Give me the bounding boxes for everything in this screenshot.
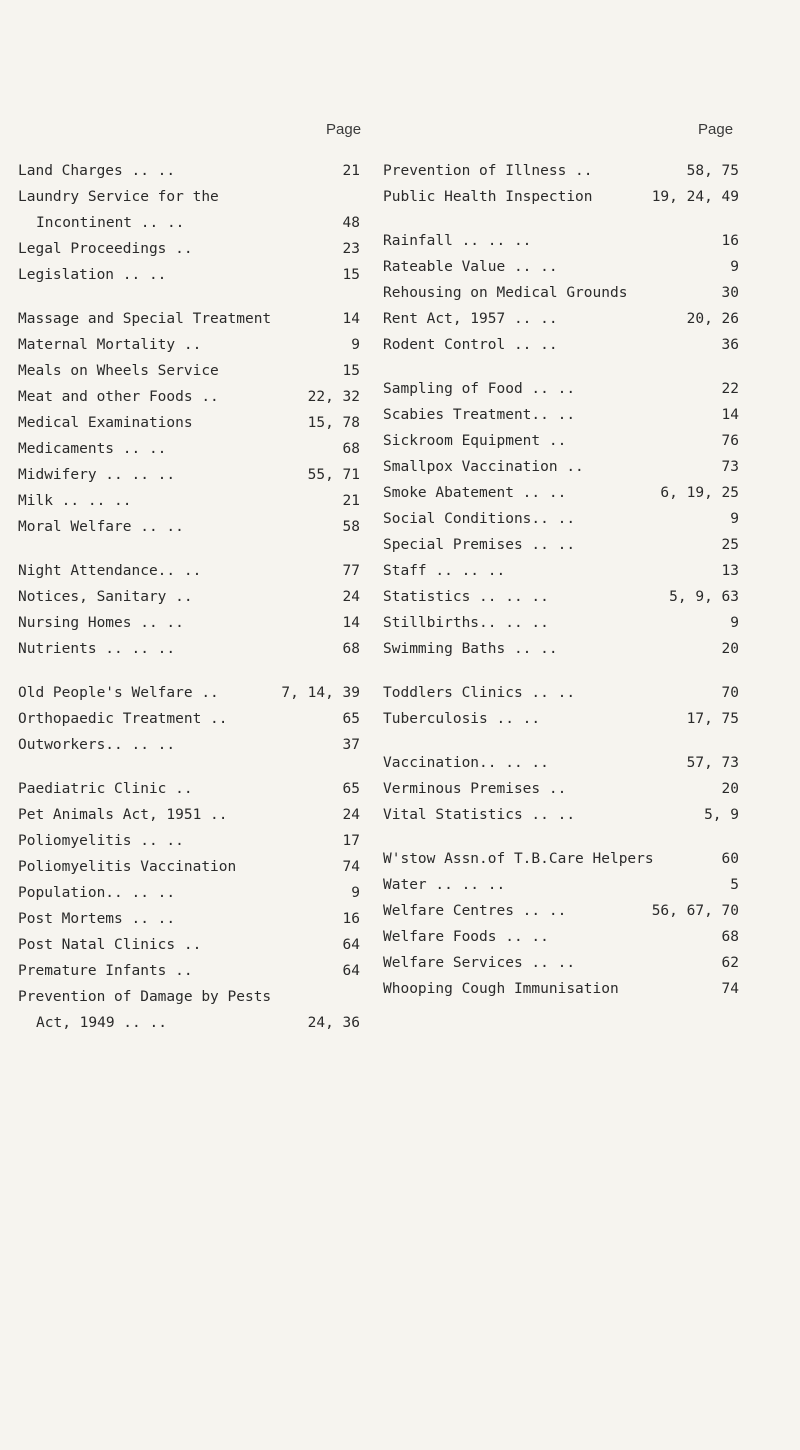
- index-entry-pages: 16: [721, 233, 739, 249]
- index-entry-pages: 70: [721, 685, 739, 701]
- index-entry-text: Nutrients .. .. ..: [18, 641, 176, 657]
- index-entry-pages: 64: [342, 963, 360, 979]
- index-entry-text: Smallpox Vaccination ..: [383, 459, 584, 475]
- index-entry-text: Vital Statistics .. ..: [383, 807, 576, 823]
- index-entry-pages: 5, 9, 63: [669, 589, 739, 605]
- index-entry: [383, 776, 739, 802]
- index-entry-text: Welfare Foods .. ..: [383, 929, 549, 945]
- index-entry-pages: 15: [342, 363, 360, 379]
- index-entry-text: Social Conditions.. ..: [383, 511, 576, 527]
- index-entry: [383, 846, 739, 872]
- index-entry: [18, 584, 360, 610]
- index-entry-pages: 22, 32: [307, 389, 360, 405]
- index-entry: [18, 210, 360, 236]
- index-entry-text: Poliomyelitis .. ..: [18, 833, 184, 849]
- index-entry: [18, 732, 360, 758]
- index-entry-text: Special Premises .. ..: [383, 537, 576, 553]
- index-entry: [18, 558, 360, 584]
- index-entry: [18, 776, 360, 802]
- index-entry: [383, 158, 739, 184]
- index-entry-pages: 19, 24, 49: [651, 189, 739, 205]
- index-entry-pages: 20: [721, 641, 739, 657]
- index-entry-text: Laundry Service for the: [18, 189, 219, 205]
- index-entry: [18, 636, 360, 662]
- index-entry-text: Land Charges .. ..: [18, 163, 176, 179]
- index-entry: [18, 488, 360, 514]
- index-entry-pages: 9: [351, 885, 360, 901]
- index-entry-pages: 9: [351, 337, 360, 353]
- index-entry-text: Pet Animals Act, 1951 ..: [18, 807, 228, 823]
- index-entry-text: Rainfall .. .. ..: [383, 233, 532, 249]
- index-entry-text: Staff .. .. ..: [383, 563, 506, 579]
- index-entry-pages: 25: [721, 537, 739, 553]
- index-entry: [383, 976, 739, 1002]
- section-gap: [383, 662, 739, 680]
- index-entry-text: Medical Examinations: [18, 415, 193, 431]
- index-entry-pages: 22: [721, 381, 739, 397]
- index-entry: [383, 558, 739, 584]
- index-entry: [18, 984, 360, 1010]
- index-left-column: [18, 158, 360, 1036]
- index-entry-pages: 14: [342, 311, 360, 327]
- index-entry-text: Milk .. .. ..: [18, 493, 132, 509]
- index-entry: [18, 880, 360, 906]
- index-entry: [18, 610, 360, 636]
- index-entry-text: Orthopaedic Treatment ..: [18, 711, 228, 727]
- index-entry-text: Smoke Abatement .. ..: [383, 485, 567, 501]
- left-page-column-header: Page: [326, 121, 362, 138]
- index-entry: [383, 228, 739, 254]
- index-entry-text: Vaccination.. .. ..: [383, 755, 549, 771]
- index-entry: [383, 872, 739, 898]
- index-entry: [18, 932, 360, 958]
- index-entry-text: Meat and other Foods ..: [18, 389, 219, 405]
- index-entry-pages: 21: [342, 493, 360, 509]
- index-entry-pages: 7, 14, 39: [281, 685, 360, 701]
- index-entry-text: Public Health Inspection: [383, 189, 593, 205]
- index-entry: [383, 898, 739, 924]
- section-gap: [18, 540, 360, 558]
- index-entry-text: Statistics .. .. ..: [383, 589, 549, 605]
- index-entry-pages: 14: [342, 615, 360, 631]
- index-entry-text: Poliomyelitis Vaccination: [18, 859, 237, 875]
- index-entry-pages: 24, 36: [307, 1015, 360, 1031]
- index-entry: [383, 610, 739, 636]
- index-entry-pages: 20, 26: [686, 311, 739, 327]
- index-entry: [18, 958, 360, 984]
- index-entry: [383, 280, 739, 306]
- index-entry-pages: 68: [342, 641, 360, 657]
- index-entry-pages: 24: [342, 807, 360, 823]
- index-entry-pages: 73: [721, 459, 739, 475]
- index-entry-text: Nursing Homes .. ..: [18, 615, 184, 631]
- index-entry: [383, 532, 739, 558]
- index-entry-pages: 65: [342, 711, 360, 727]
- section-gap: [383, 828, 739, 846]
- index-entry-text: Whooping Cough Immunisation: [383, 981, 619, 997]
- index-entry: [18, 828, 360, 854]
- index-entry-pages: 6, 19, 25: [660, 485, 739, 501]
- index-entry: [383, 332, 739, 358]
- index-entry-pages: 36: [721, 337, 739, 353]
- index-entry-text: Rehousing on Medical Grounds: [383, 285, 628, 301]
- index-entry-pages: 21: [342, 163, 360, 179]
- index-entry-pages: 15: [342, 267, 360, 283]
- index-entry: [383, 506, 739, 532]
- index-entry-text: Paediatric Clinic ..: [18, 781, 193, 797]
- index-entry-text: Medicaments .. ..: [18, 441, 167, 457]
- index-entry: [18, 184, 360, 210]
- index-entry-pages: 9: [730, 511, 739, 527]
- index-entry: [383, 428, 739, 454]
- section-gap: [383, 358, 739, 376]
- index-entry-pages: 37: [342, 737, 360, 753]
- index-entry-pages: 64: [342, 937, 360, 953]
- section-gap: [383, 210, 739, 228]
- index-entry-pages: 55, 71: [307, 467, 360, 483]
- index-entry-text: Legislation .. ..: [18, 267, 167, 283]
- index-entry-pages: 74: [721, 981, 739, 997]
- index-entry-text: Sickroom Equipment ..: [383, 433, 567, 449]
- section-gap: [18, 758, 360, 776]
- index-entry-pages: 77: [342, 563, 360, 579]
- index-entry-pages: 74: [342, 859, 360, 875]
- index-entry-text: Rateable Value .. ..: [383, 259, 558, 275]
- index-entry-text: Scabies Treatment.. ..: [383, 407, 576, 423]
- index-entry-pages: 24: [342, 589, 360, 605]
- index-entry: [383, 924, 739, 950]
- index-entry-pages: 48: [342, 215, 360, 231]
- index-entry: [383, 680, 739, 706]
- index-entry-text: Welfare Centres .. ..: [383, 903, 567, 919]
- index-entry-pages: 30: [721, 285, 739, 301]
- index-entry: [383, 950, 739, 976]
- index-entry-text: Toddlers Clinics .. ..: [383, 685, 576, 701]
- index-entry-text: Sampling of Food .. ..: [383, 381, 576, 397]
- index-entry-pages: 17: [342, 833, 360, 849]
- section-gap: [383, 732, 739, 750]
- index-entry-text: Water .. .. ..: [383, 877, 506, 893]
- index-entry: [18, 384, 360, 410]
- index-entry: [383, 480, 739, 506]
- index-entry-pages: 56, 67, 70: [651, 903, 739, 919]
- index-entry-text: Maternal Mortality ..: [18, 337, 202, 353]
- index-entry-pages: 68: [342, 441, 360, 457]
- index-entry-text: Moral Welfare .. ..: [18, 519, 184, 535]
- index-entry-text: Post Mortems .. ..: [18, 911, 176, 927]
- index-entry: [383, 306, 739, 332]
- index-right-column: [383, 158, 739, 1002]
- index-entry-pages: 15, 78: [307, 415, 360, 431]
- section-gap: [18, 288, 360, 306]
- index-entry-text: Prevention of Illness ..: [383, 163, 593, 179]
- index-entry: [383, 636, 739, 662]
- index-entry-text: Verminous Premises ..: [383, 781, 567, 797]
- index-entry-pages: 58: [342, 519, 360, 535]
- index-entry-text: Prevention of Damage by Pests: [18, 989, 272, 1005]
- index-entry: [383, 376, 739, 402]
- index-entry: [383, 184, 739, 210]
- index-entry-text: Meals on Wheels Service: [18, 363, 219, 379]
- index-entry-text: Rent Act, 1957 .. ..: [383, 311, 558, 327]
- index-entry: [18, 1010, 360, 1036]
- index-entry-text: Night Attendance.. ..: [18, 563, 202, 579]
- index-entry: [18, 410, 360, 436]
- index-entry-text: Midwifery .. .. ..: [18, 467, 176, 483]
- index-entry-pages: 13: [721, 563, 739, 579]
- index-entry: [18, 514, 360, 540]
- index-entry: [18, 236, 360, 262]
- index-entry-pages: 65: [342, 781, 360, 797]
- index-entry-text: Act, 1949 .. ..: [36, 1015, 167, 1031]
- index-entry-text: Welfare Services .. ..: [383, 955, 576, 971]
- index-entry-text: Swimming Baths .. ..: [383, 641, 558, 657]
- index-entry: [18, 906, 360, 932]
- index-entry-pages: 9: [730, 259, 739, 275]
- index-entry-pages: 68: [721, 929, 739, 945]
- index-entry-text: Incontinent .. ..: [36, 215, 185, 231]
- index-entry-pages: 9: [730, 615, 739, 631]
- index-entry: [18, 158, 360, 184]
- index-entry-text: Legal Proceedings ..: [18, 241, 193, 257]
- index-entry: [18, 706, 360, 732]
- index-entry-pages: 5: [730, 877, 739, 893]
- right-page-column-header: Page: [698, 121, 734, 138]
- index-entry-text: W'stow Assn.of T.B.Care Helpers: [383, 851, 654, 867]
- index-entry: [18, 680, 360, 706]
- index-entry: [383, 706, 739, 732]
- index-entry-text: Premature Infants ..: [18, 963, 193, 979]
- index-entry-text: Notices, Sanitary ..: [18, 589, 193, 605]
- index-entry-pages: 62: [721, 955, 739, 971]
- index-entry-text: Massage and Special Treatment: [18, 311, 272, 327]
- index-entry-pages: 17, 75: [686, 711, 739, 727]
- section-gap: [18, 662, 360, 680]
- index-entry: [383, 454, 739, 480]
- index-entry-pages: 76: [721, 433, 739, 449]
- index-entry-pages: 58, 75: [686, 163, 739, 179]
- index-entry: [18, 306, 360, 332]
- index-entry: [18, 802, 360, 828]
- index-entry: [18, 462, 360, 488]
- index-entry-pages: 5, 9: [704, 807, 739, 823]
- index-entry: [383, 254, 739, 280]
- index-entry: [18, 332, 360, 358]
- index-entry: [383, 750, 739, 776]
- index-entry-text: Post Natal Clinics ..: [18, 937, 202, 953]
- index-entry-pages: 57, 73: [686, 755, 739, 771]
- index-entry-pages: 14: [721, 407, 739, 423]
- index-entry-text: Stillbirths.. .. ..: [383, 615, 549, 631]
- index-entry-text: Population.. .. ..: [18, 885, 176, 901]
- index-entry: [383, 402, 739, 428]
- index-entry-text: Outworkers.. .. ..: [18, 737, 176, 753]
- index-entry-pages: 20: [721, 781, 739, 797]
- index-entry: [383, 802, 739, 828]
- index-entry: [18, 854, 360, 880]
- index-entry-text: Rodent Control .. ..: [383, 337, 558, 353]
- index-entry: [18, 436, 360, 462]
- index-entry-pages: 60: [721, 851, 739, 867]
- index-entry: [383, 584, 739, 610]
- index-entry-text: Tuberculosis .. ..: [383, 711, 541, 727]
- index-entry-pages: 23: [342, 241, 360, 257]
- index-entry: [18, 358, 360, 384]
- index-entry-text: Old People's Welfare ..: [18, 685, 219, 701]
- index-entry: [18, 262, 360, 288]
- index-entry-pages: 16: [342, 911, 360, 927]
